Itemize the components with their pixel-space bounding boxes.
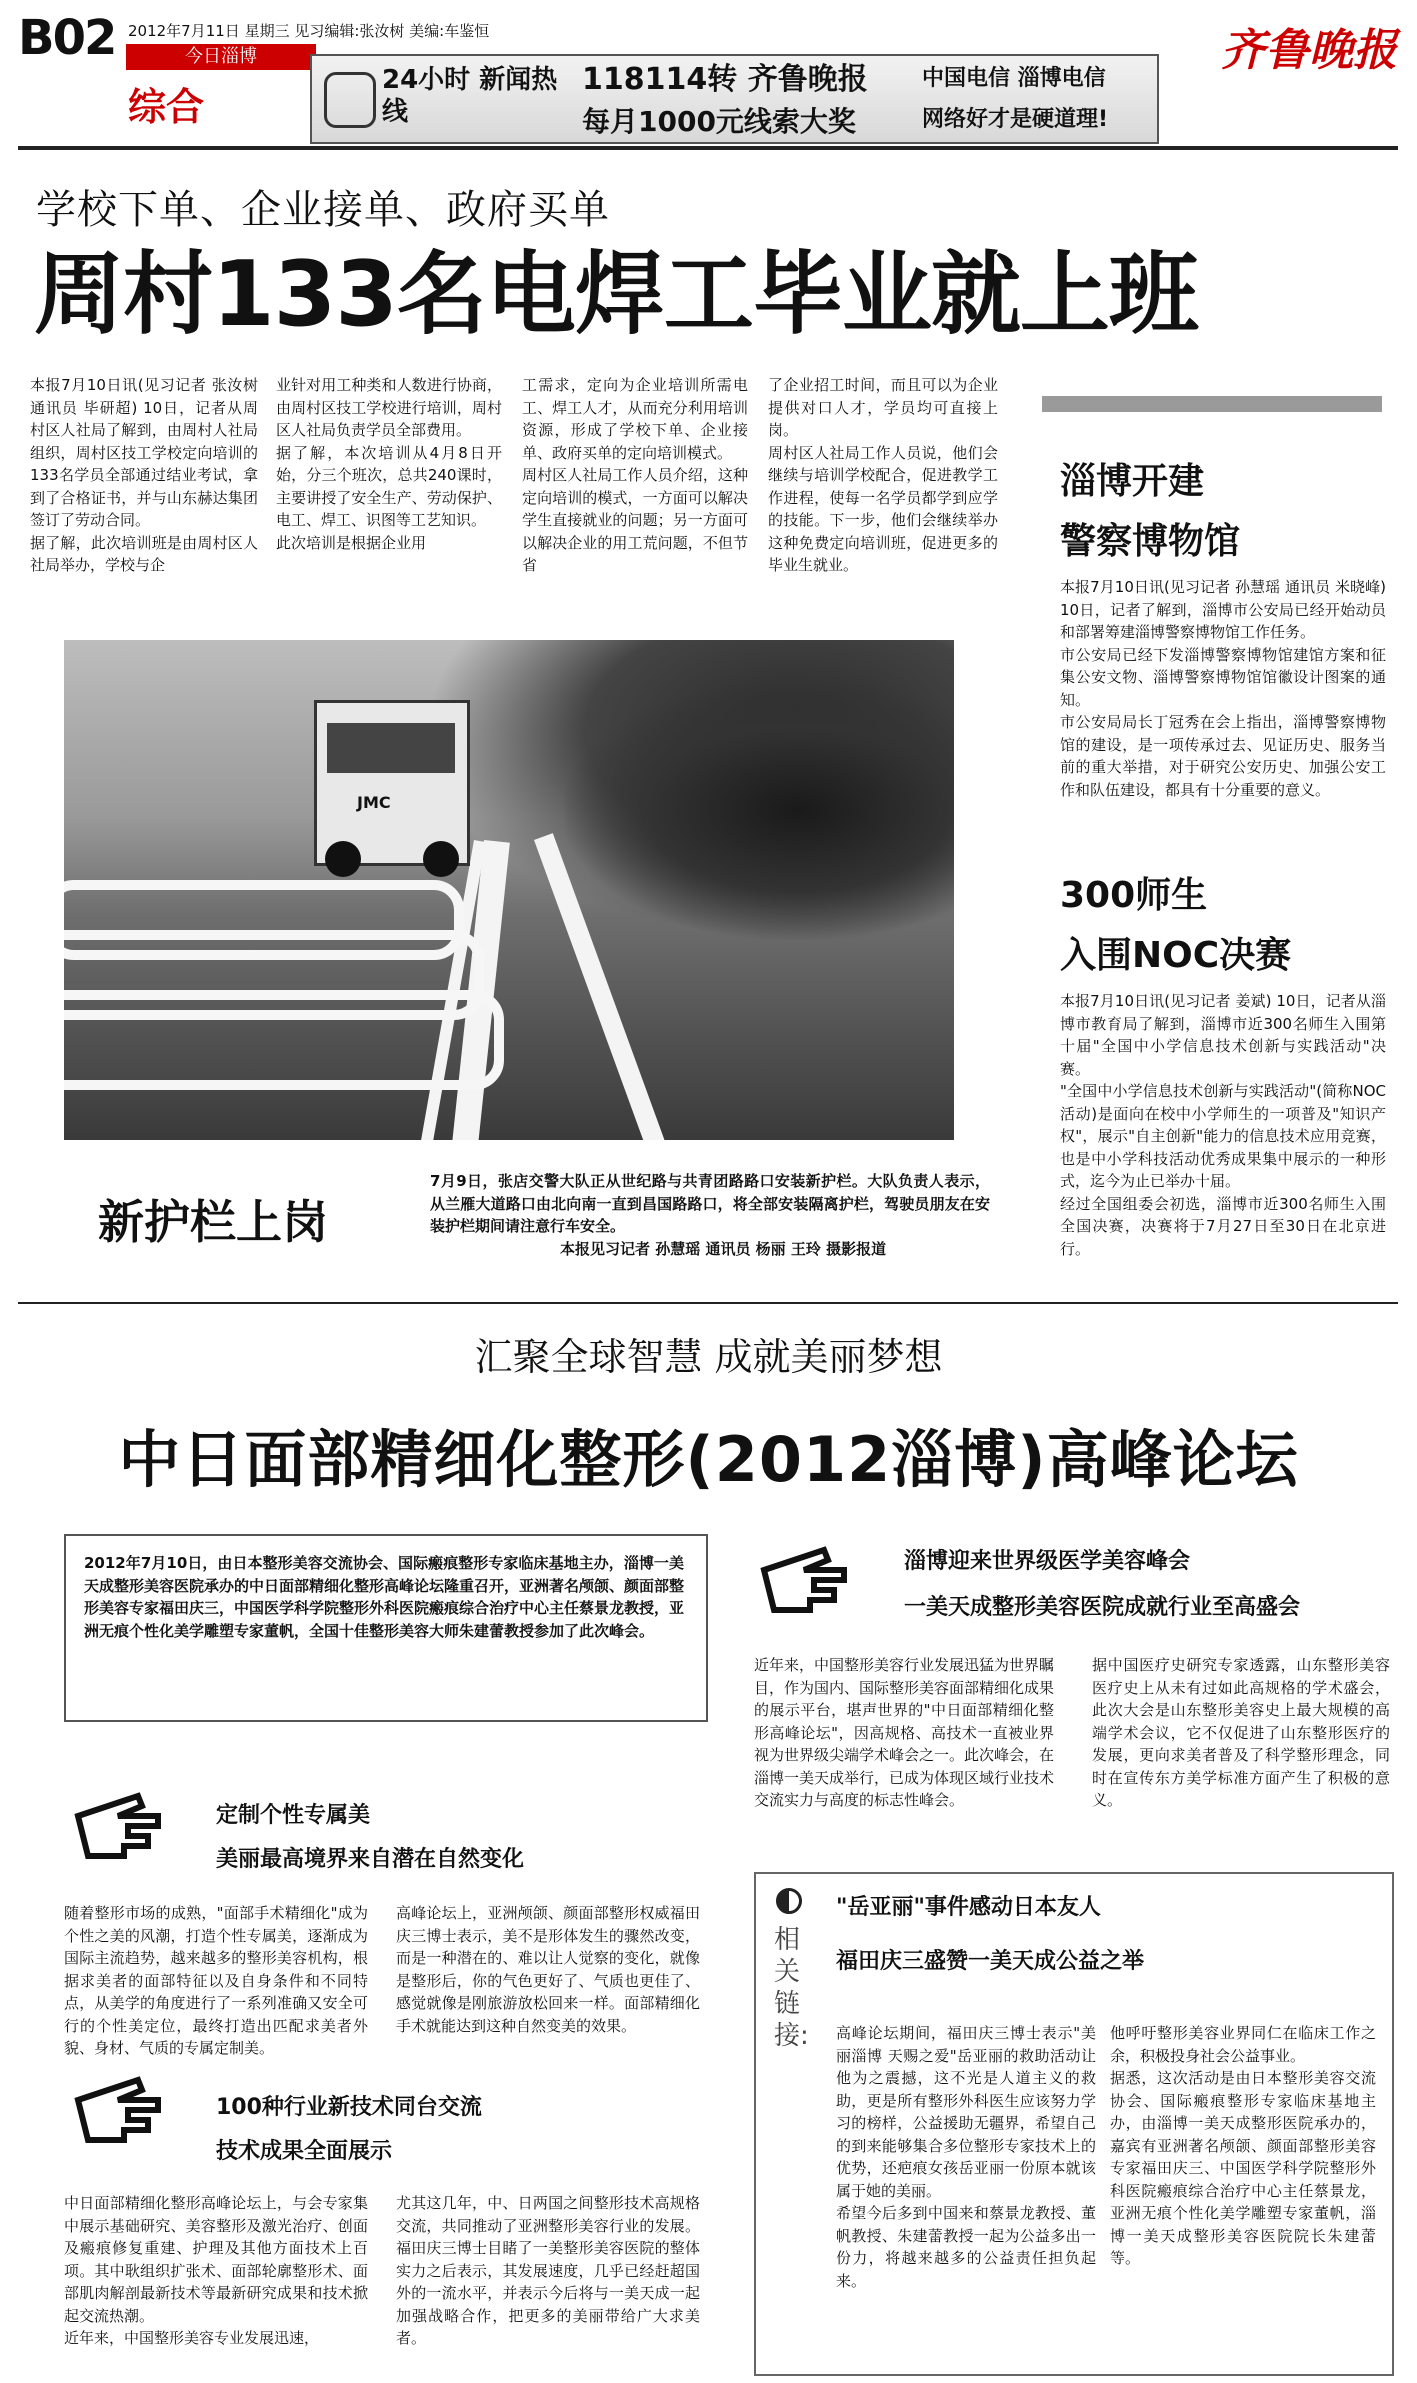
forum-lead: 2012年7月10日，由日本整形美容交流协会、国际瘢痕整形专家临床基地主办，淄博一美天成整形美容医院承办的中日面部精细化整形高峰论坛隆重召开，亚洲著名颅颌、颜面部整形美容专家福田庆三，中国医学科学院整形外科医院瘢痕综合治疗中心主任蔡景龙教授，亚洲无痕个性化美学雕塑专家董帆，全国十佳整形美容大师朱建蕾教授参加了此次峰会。 — [84, 1554, 685, 1640]
story1-column-1: 本报7月10日讯(见习记者 张汝树 通讯员 毕研超) 10日，记者从周村区人社局了解到，由周村人社局组织，周村区技工学校定向培训的133名学员全部通过结业考试，拿到了合格证书，并与山东赫达集团签订了劳动合同。 据了解，此次培训班是由周村区人社局举办，学校与企 — [30, 376, 258, 574]
guardrail-segment — [64, 990, 504, 1090]
link-title-1: "岳亚丽"事件感动日本友人 — [836, 1895, 1101, 1920]
forum-headline: 中日面部精细化整形(2012淄博)高峰论坛 — [118, 1423, 1299, 1496]
sec3-column-1: 中日面部精细化整形高峰论坛上，与会专家集中展示基础研究、美容整形及激光治疗、创面及瘢痕修复重建、护理及其他方面技术上百项。其中耿组织扩张术、面部轮廓整形术、面部肌肉解剖最新技术等最新研究成果和技术掀起交流热潮。 近年来，中国整形美容专业发展迅速， — [64, 2194, 368, 2347]
sec2-column-1: 随着整形市场的成熟，"面部手术精细化"成为个性之美的风潮，打造个性专属美，逐渐成为国际主流趋势，越来越多的整形美容机构，根据求美者的面部特征以及自身条件和不同特点，从美学的角度进行了一系列准确又安全可行的个性美定位，最终打造出匹配求美者外貌、身材、气质的专属定制美。 — [64, 1904, 368, 2057]
sec1-column-2: 据中国医疗史研究专家透露，山东整形美容医疗史上从未有过如此高规格的学术盛会，此次大会是山东整形美容史上最大规模的高端学术会议，它不仅促进了山东整形医疗的发展，更向求美者普及了科学整形理念，同时在宣传东方美学标准方面产生了积极的意义。 — [1092, 1656, 1390, 1809]
banner-slogan: 每月1000元线索大奖 — [582, 105, 856, 138]
banner-telecom: 中国电信 淄博电信 — [922, 66, 1106, 91]
forum-kicker: 汇聚全球智慧 成就美丽梦想 — [474, 1335, 943, 1379]
photo-title: 新护栏上岗 — [98, 1195, 328, 1249]
phone-icon — [324, 72, 376, 128]
section-tag: 今日淄博 — [126, 44, 316, 70]
sec3-title-2: 技术成果全面展示 — [216, 2139, 393, 2164]
half-circle-icon — [776, 1888, 802, 1914]
sec2-title-1: 定制个性专属美 — [216, 1803, 371, 1828]
sec1-title-1: 淄博迎来世界级医学美容峰会 — [904, 1549, 1191, 1574]
photo-caption: 7月9日，张店交警大队正从世纪路与共青团路路口安装新护栏。大队负责人表示，从兰雁大道路口由北向南一直到昌国路路口，将全部安装隔离护栏，驾驶员朋友在安装护栏期间请注意行车安全。 — [430, 1172, 990, 1235]
story1-column-4: 了企业招工时间，而且可以为企业提供对口人才，学员均可直接上岗。 周村区人社局工作人员说，他们会继续与培训学校配合，促进教学工作进程，使每一名学员都学到应学的技能。下一步，他们会继续举办这种免费定向培训班，促进更多的毕业生就业。 — [768, 376, 998, 574]
pointing-hand-icon — [68, 1786, 178, 1866]
sidebar-body-2: 本报7月10日讯(见习记者 姜斌) 10日，记者从淄博市教育局了解到，淄博市近300名师生入围第十届"全国中小学信息技术创新与实践活动"决赛。 "全国中小学信息技术创新与实践活动"(简称NOC活动)是面向在校中小学师生的一项普及"知识产权"，展示"自主创新"能力的信息技术应用竞赛，也是中小学科技活动优秀成果集中展示的一种形式，迄今为止已举办十届。 经过全国组委会初选，淄博市近300名师生入围全国决赛，决赛将于7月27日至30日在北京进行。 — [1060, 992, 1386, 1258]
sec1-column-1: 近年来，中国整形美容行业发展迅猛为世界瞩目，作为国内、国际整形美容面部精细化成果的展示平台，堪声世界的"中日面部精细化整形高峰论坛"，因高规格、高技术一直被业界视为世界级尖端学术峰会之一。此次峰会，在淄博一美天成举行，已成为体现区域行业技术交流实力与高度的标志性峰会。 — [754, 1656, 1055, 1809]
story1-column-2: 业针对用工种类和人数进行协商，由周村区技工学校进行培训，周村区人社局负责学员全部费用。 据了解，本次培训从4月8日开始，分三个班次，总共240课时，主要讲授了安全生产、劳动保护、电工、焊工、识图等工艺知识。 此次培训是根据企业用 — [276, 376, 502, 552]
related-link-label: 相关链接: — [774, 1925, 809, 2051]
hotline-banner — [310, 54, 1159, 144]
sec2-column-2: 高峰论坛上，亚洲颅颌、颜面部整形权威福田庆三博士表示，美不是形体发生的骤然改变，而是一种潜在的、难以让人觉察的变化，就像是整形后，你的气色更好了、气质也更佳了、感觉就像是刚旅游放松回来一样。面部精细化手术就能达到这种自然变美的效果。 — [396, 1904, 700, 2035]
header-rule — [18, 146, 1398, 150]
section-title: 综合 — [128, 85, 205, 129]
story1-column-3: 工需求，定向为企业培训所需电工、焊工人才，从而充分利用培训资源，形成了学校下单、企业接单、政府买单的定向培训模式。 周村区人社局工作人员介绍，这种定向培训的模式，一方面可以解决学生直接就业的问题；另一方面可以解决企业的用工荒问题，不但节省 — [522, 376, 748, 574]
tree-shape — [564, 680, 954, 940]
truck-label: JMC — [357, 793, 391, 812]
link-column-2: 他呼吁整形美容业界同仁在临床工作之余，积极投身社会公益事业。 据悉，这次活动是由日本整形美容交流协会、国际瘢痕整形专家临床基地主办，由淄博一美天成整形医院承办的，嘉宾有亚洲著名颅颌、颜面部整形美容专家福田庆三、中国医学科学院整形外科医院瘢痕综合治疗中心主任蔡景龙，亚洲无痕个性化美学雕塑专家董帆，淄博一美天成整形美容医院院长朱建蕾等。 — [1110, 2024, 1376, 2267]
sec2-title-2: 美丽最高境界来自潜在自然变化 — [216, 1847, 525, 1872]
pointing-hand-icon — [754, 1540, 864, 1620]
story1-headline: 周村133名电焊工毕业就上班 — [34, 242, 1198, 347]
sidebar-body-1: 本报7月10日讯(见习记者 孙慧瑶 通讯员 米晓峰) 10日，记者了解到，淄博市公安局已经开始动员和部署筹建淄博警察博物馆工作任务。 市公安局已经下发淄博警察博物馆建馆方案和征集公安文物、淄博警察博物馆馆徽设计图案的通知。 市公安局局长丁冠秀在会上指出，淄博警察博物馆的建设，是一项传承过去、见证历史、服务当前的重大举措，对于研究公安历史、加强公安工作和队伍建设，都具有十分重要的意义。 — [1060, 578, 1386, 799]
guardrail-photo — [64, 640, 954, 1140]
story1-kicker: 学校下单、企业接单、政府买单 — [36, 187, 610, 233]
banner-number: 118114转 齐鲁晚报 — [582, 62, 868, 97]
sidebar-headline-1: 淄博开建 警察博物馆 — [1060, 461, 1241, 562]
truck — [314, 700, 470, 866]
sidebar-headline-2: 300师生 入围NOC决赛 — [1060, 875, 1292, 976]
sec3-column-2: 尤其这几年，中、日两国之间整形技术高规格交流，共同推动了亚洲整形美容行业的发展。福田庆三博士目睹了一美整形美容医院的整体实力之后表示，其发展速度，几乎已经赶超国外的一流水平，并表示今后将与一美天成一起加强战略合作，把更多的美丽带给广大求美者。 — [396, 2194, 700, 2347]
sec3-title-1: 100种行业新技术同台交流 — [216, 2095, 482, 2120]
pointing-hand-icon — [68, 2070, 178, 2150]
link-column-1: 高峰论坛期间，福田庆三博士表示"美丽淄博 天赐之爱"岳亚丽的救助活动让他为之震撼，这不光是人道主义的救助，更是所有整形外科医生应该努力学习的榜样，公益援助无疆界，希望自己的到来能够集合多位整形专家技术上的优势，还疤痕女孩岳亚丽一份原本就该属于她的美丽。 希望今后多到中国来和蔡景龙教授、董帆教授、朱建蕾教授一起为公益多出一份力，将越来越多的公益责任担负起来。 — [836, 2024, 1096, 2290]
banner-tagline: 网络好才是硬道理! — [922, 107, 1109, 132]
banner-hotline: 24小时 新闻热线 — [382, 65, 558, 127]
sec1-title-2: 一美天成整形美容医院成就行业至高盛会 — [904, 1595, 1301, 1620]
section-divider — [18, 1302, 1398, 1304]
link-title-2: 福田庆三盛赞一美天成公益之举 — [836, 1949, 1145, 1974]
sidebar-bar — [1042, 396, 1382, 412]
photo-credit: 本报见习记者 孙慧瑶 通讯员 杨丽 王玲 摄影报道 — [560, 1240, 887, 1258]
issue-meta: 2012年7月11日 星期三 见习编辑:张汝树 美编:车鉴恒 — [128, 22, 490, 40]
page-number: B02 — [18, 10, 116, 66]
newspaper-logo: 齐鲁晚报 — [1221, 25, 1397, 76]
